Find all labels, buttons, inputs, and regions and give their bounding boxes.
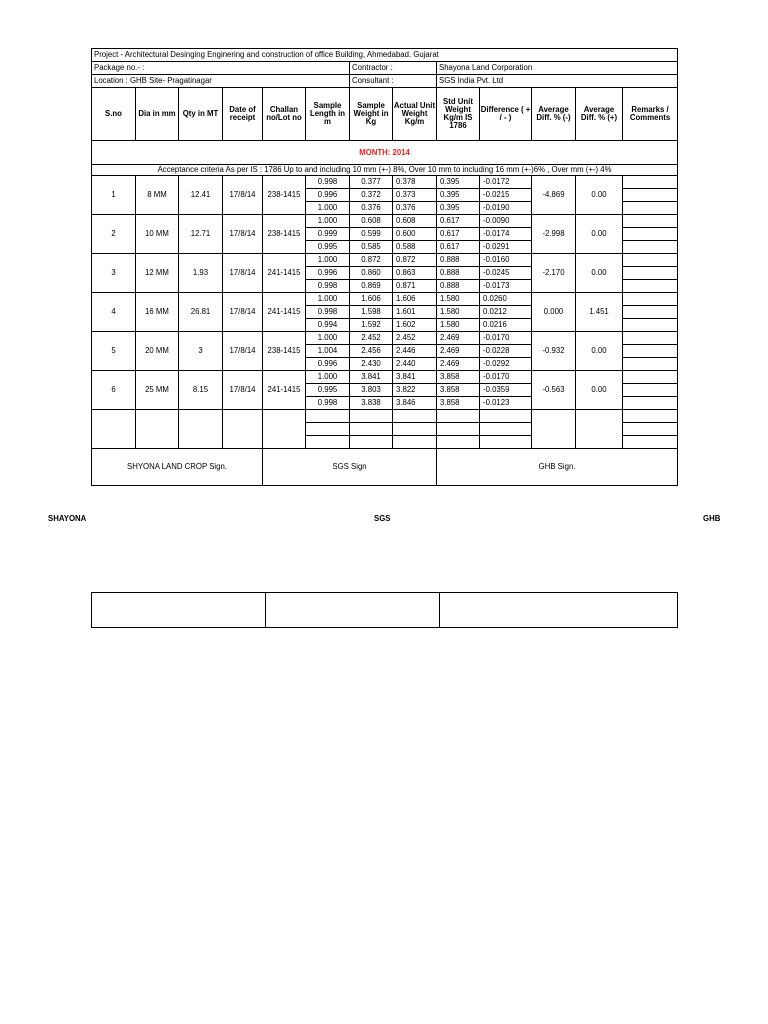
empty-cell (623, 410, 678, 423)
sample-weight-cell: 2.456 (350, 345, 393, 358)
col-sample-length: Sample Length in m (306, 88, 350, 141)
sample-length-cell: 1.000 (306, 293, 350, 306)
std-unit-weight-cell: 0.617 (437, 228, 480, 241)
std-unit-weight-cell: 0.888 (437, 280, 480, 293)
qty-cell: 12.41 (179, 176, 223, 215)
sample-length-cell: 1.004 (306, 345, 350, 358)
consultant-label: Consultant : (350, 75, 437, 88)
remarks-cell (623, 241, 678, 254)
empty-cell (437, 410, 480, 423)
empty-cell (136, 410, 179, 449)
actual-unit-weight-cell: 0.600 (393, 228, 437, 241)
qty-cell: 8.15 (179, 371, 223, 410)
date-cell: 17/8/14 (223, 293, 263, 332)
actual-unit-weight-cell: 0.376 (393, 202, 437, 215)
avg-minus-cell: -0.932 (532, 332, 576, 371)
empty-cell (350, 423, 393, 436)
empty-cell (393, 436, 437, 449)
col-difference: Difference ( + / - ) (480, 88, 532, 141)
empty-cell (306, 423, 350, 436)
date-cell: 17/8/14 (223, 332, 263, 371)
col-dia: Dia in mm (136, 88, 179, 141)
empty-cell (263, 410, 306, 449)
sample-length-cell: 0.998 (306, 306, 350, 319)
qty-cell: 3 (179, 332, 223, 371)
qty-cell: 12.71 (179, 215, 223, 254)
difference-cell: -0.0160 (480, 254, 532, 267)
sample-weight-cell: 3.803 (350, 384, 393, 397)
sample-length-cell: 0.994 (306, 319, 350, 332)
project-title: Project - Architectural Desinging Enginering and construction of office Building, Ahmedabad. Gujarat (92, 49, 678, 62)
shayona-signature-box: SHYONA LAND CROP Sign. (92, 449, 263, 486)
empty-cell (480, 410, 532, 423)
empty-cell (306, 410, 350, 423)
avg-minus-cell: -4.869 (532, 176, 576, 215)
sample-weight-cell: 2.430 (350, 358, 393, 371)
table-row (92, 254, 678, 267)
sample-weight-cell: 0.376 (350, 202, 393, 215)
sample-weight-cell: 3.838 (350, 397, 393, 410)
sample-weight-cell: 1.592 (350, 319, 393, 332)
remarks-cell (623, 189, 678, 202)
sample-weight-cell: 2.452 (350, 332, 393, 345)
sno-cell: 6 (92, 371, 136, 410)
remarks-cell (623, 345, 678, 358)
sample-length-cell: 0.996 (306, 189, 350, 202)
col-remarks: Remarks / Comments (623, 88, 678, 141)
sample-weight-cell: 0.372 (350, 189, 393, 202)
std-unit-weight-cell: 0.395 (437, 202, 480, 215)
difference-cell: -0.0123 (480, 397, 532, 410)
actual-unit-weight-cell: 1.602 (393, 319, 437, 332)
actual-unit-weight-cell: 3.841 (393, 371, 437, 384)
actual-unit-weight-cell: 0.373 (393, 189, 437, 202)
blank-cell-right (440, 593, 678, 628)
sample-weight-cell: 0.608 (350, 215, 393, 228)
sample-length-cell: 1.000 (306, 215, 350, 228)
avg-minus-cell: -2.998 (532, 215, 576, 254)
column-headers (92, 88, 678, 141)
remarks-cell (623, 371, 678, 384)
sample-length-cell: 1.000 (306, 202, 350, 215)
actual-unit-weight-cell: 1.606 (393, 293, 437, 306)
consultant-name: SGS India Pvt. Ltd (437, 75, 678, 88)
std-unit-weight-cell: 1.580 (437, 293, 480, 306)
sample-length-cell: 0.996 (306, 358, 350, 371)
contractor-name: Shayona Land Corporation (437, 62, 678, 75)
sample-length-cell: 0.995 (306, 241, 350, 254)
difference-cell: -0.0172 (480, 176, 532, 189)
std-unit-weight-cell: 0.888 (437, 254, 480, 267)
col-avg-plus: Average Diff. % (+) (576, 88, 623, 141)
std-unit-weight-cell: 1.580 (437, 306, 480, 319)
dia-cell: 25 MM (136, 371, 179, 410)
challan-cell: 241-1415 (263, 371, 306, 410)
col-sample-weight: Sample Weight in Kg (350, 88, 393, 141)
label-sgs: SGS (374, 514, 391, 523)
difference-cell: -0.0292 (480, 358, 532, 371)
party-labels (0, 514, 768, 526)
std-unit-weight-cell: 2.469 (437, 345, 480, 358)
sample-weight-cell: 0.599 (350, 228, 393, 241)
blank-signature-table (91, 592, 678, 628)
actual-unit-weight-cell: 0.872 (393, 254, 437, 267)
empty-cell (576, 410, 623, 449)
avg-minus-cell: -0.563 (532, 371, 576, 410)
table-row (92, 371, 678, 384)
empty-cell (623, 436, 678, 449)
sample-weight-cell: 0.377 (350, 176, 393, 189)
blank-cell-middle (266, 593, 440, 628)
blank-cell-left (92, 593, 266, 628)
actual-unit-weight-cell: 0.588 (393, 241, 437, 254)
difference-cell: -0.0090 (480, 215, 532, 228)
sample-weight-cell: 1.606 (350, 293, 393, 306)
sample-length-cell: 0.996 (306, 267, 350, 280)
remarks-cell (623, 306, 678, 319)
dia-cell: 16 MM (136, 293, 179, 332)
dia-cell: 8 MM (136, 176, 179, 215)
empty-cell (437, 436, 480, 449)
remarks-cell (623, 228, 678, 241)
sample-length-cell: 1.000 (306, 332, 350, 345)
inspection-sheet (91, 48, 678, 486)
empty-cell (306, 436, 350, 449)
col-sno: S.no (92, 88, 136, 141)
date-cell: 17/8/14 (223, 254, 263, 293)
table-row (92, 332, 678, 345)
table-row (92, 215, 678, 228)
dia-cell: 12 MM (136, 254, 179, 293)
sno-cell: 2 (92, 215, 136, 254)
std-unit-weight-cell: 0.617 (437, 241, 480, 254)
difference-cell: 0.0216 (480, 319, 532, 332)
remarks-cell (623, 202, 678, 215)
avg-plus-cell: 0.00 (576, 176, 623, 215)
empty-cell (480, 423, 532, 436)
actual-unit-weight-cell: 3.822 (393, 384, 437, 397)
difference-cell: -0.0170 (480, 332, 532, 345)
empty-cell (393, 410, 437, 423)
package-number: Package no.- : (92, 62, 350, 75)
actual-unit-weight-cell: 0.608 (393, 215, 437, 228)
std-unit-weight-cell: 0.395 (437, 176, 480, 189)
difference-cell: -0.0245 (480, 267, 532, 280)
avg-minus-cell: -2.170 (532, 254, 576, 293)
ghb-signature-box: GHB Sign. (437, 449, 678, 486)
sno-cell: 3 (92, 254, 136, 293)
challan-cell: 238-1415 (263, 215, 306, 254)
std-unit-weight-cell: 0.617 (437, 215, 480, 228)
std-unit-weight-cell: 3.858 (437, 397, 480, 410)
empty-cell (623, 423, 678, 436)
actual-unit-weight-cell: 0.871 (393, 280, 437, 293)
std-unit-weight-cell: 2.469 (437, 358, 480, 371)
col-actual-unit-weight: Actual Unit Weight Kg/m (393, 88, 437, 141)
avg-plus-cell: 0.00 (576, 371, 623, 410)
difference-cell: -0.0359 (480, 384, 532, 397)
difference-cell: 0.0260 (480, 293, 532, 306)
challan-cell: 238-1415 (263, 176, 306, 215)
difference-cell: -0.0215 (480, 189, 532, 202)
location: Location : GHB Site- Pragatinagar (92, 75, 350, 88)
empty-cell (179, 410, 223, 449)
col-challan: Challan no/Lot no (263, 88, 306, 141)
empty-cell (437, 423, 480, 436)
std-unit-weight-cell: 0.395 (437, 189, 480, 202)
actual-unit-weight-cell: 2.446 (393, 345, 437, 358)
col-std-unit-weight: Std Unit Weight Kg/m IS 1786 (437, 88, 480, 141)
dia-cell: 10 MM (136, 215, 179, 254)
sno-cell: 5 (92, 332, 136, 371)
avg-plus-cell: 0.00 (576, 215, 623, 254)
sample-weight-cell: 3.841 (350, 371, 393, 384)
sno-cell: 1 (92, 176, 136, 215)
remarks-cell (623, 280, 678, 293)
difference-cell: -0.0174 (480, 228, 532, 241)
col-qty: Qty in MT (179, 88, 223, 141)
difference-cell: -0.0170 (480, 371, 532, 384)
contractor-label: Contractor : (350, 62, 437, 75)
difference-cell: -0.0190 (480, 202, 532, 215)
challan-cell: 238-1415 (263, 332, 306, 371)
avg-plus-cell: 0.00 (576, 332, 623, 371)
std-unit-weight-cell: 3.858 (437, 371, 480, 384)
difference-cell: 0.0212 (480, 306, 532, 319)
table-row (92, 176, 678, 189)
empty-cell (92, 410, 136, 449)
remarks-cell (623, 332, 678, 345)
date-cell: 17/8/14 (223, 176, 263, 215)
qty-cell: 26.81 (179, 293, 223, 332)
sample-weight-cell: 0.860 (350, 267, 393, 280)
actual-unit-weight-cell: 3.846 (393, 397, 437, 410)
sgs-signature-box: SGS Sign (263, 449, 437, 486)
sample-weight-cell: 1.598 (350, 306, 393, 319)
sample-length-cell: 1.000 (306, 371, 350, 384)
std-unit-weight-cell: 0.888 (437, 267, 480, 280)
difference-cell: -0.0173 (480, 280, 532, 293)
sample-weight-cell: 0.869 (350, 280, 393, 293)
col-date: Date of receipt (223, 88, 263, 141)
empty-cell (480, 436, 532, 449)
sno-cell: 4 (92, 293, 136, 332)
month-heading: MONTH: 2014 (92, 141, 678, 165)
remarks-cell (623, 215, 678, 228)
std-unit-weight-cell: 2.469 (437, 332, 480, 345)
challan-cell: 241-1415 (263, 254, 306, 293)
empty-cell (532, 410, 576, 449)
label-shayona: SHAYONA (48, 514, 87, 523)
std-unit-weight-cell: 3.858 (437, 384, 480, 397)
actual-unit-weight-cell: 2.452 (393, 332, 437, 345)
difference-cell: -0.0228 (480, 345, 532, 358)
remarks-cell (623, 319, 678, 332)
avg-plus-cell: 1.451 (576, 293, 623, 332)
avg-plus-cell: 0.00 (576, 254, 623, 293)
label-ghb: GHB (703, 514, 721, 523)
remarks-cell (623, 176, 678, 189)
actual-unit-weight-cell: 0.378 (393, 176, 437, 189)
date-cell: 17/8/14 (223, 371, 263, 410)
sample-length-cell: 0.998 (306, 176, 350, 189)
actual-unit-weight-cell: 2.440 (393, 358, 437, 371)
empty-cell (350, 436, 393, 449)
remarks-cell (623, 267, 678, 280)
remarks-cell (623, 397, 678, 410)
empty-cell (350, 410, 393, 423)
sample-length-cell: 0.998 (306, 280, 350, 293)
remarks-cell (623, 384, 678, 397)
std-unit-weight-cell: 1.580 (437, 319, 480, 332)
table-row (92, 293, 678, 306)
sample-length-cell: 0.999 (306, 228, 350, 241)
date-cell: 17/8/14 (223, 215, 263, 254)
actual-unit-weight-cell: 0.863 (393, 267, 437, 280)
remarks-cell (623, 254, 678, 267)
challan-cell: 241-1415 (263, 293, 306, 332)
remarks-cell (623, 358, 678, 371)
sample-weight-cell: 0.872 (350, 254, 393, 267)
dia-cell: 20 MM (136, 332, 179, 371)
col-avg-minus: Average Diff. % (-) (532, 88, 576, 141)
empty-cell (223, 410, 263, 449)
remarks-cell (623, 293, 678, 306)
sample-length-cell: 0.995 (306, 384, 350, 397)
sample-length-cell: 0.998 (306, 397, 350, 410)
empty-cell (393, 423, 437, 436)
acceptance-criteria: Acceptance criteria As per IS : 1786 Up to and including 10 mm (+-) 8%, Over 10 mm to including 16 mm (+-)6% , Over mm (+-) 4% (92, 165, 678, 176)
avg-minus-cell: 0.000 (532, 293, 576, 332)
qty-cell: 1.93 (179, 254, 223, 293)
sample-length-cell: 1.000 (306, 254, 350, 267)
difference-cell: -0.0291 (480, 241, 532, 254)
sample-weight-cell: 0.585 (350, 241, 393, 254)
actual-unit-weight-cell: 1.601 (393, 306, 437, 319)
